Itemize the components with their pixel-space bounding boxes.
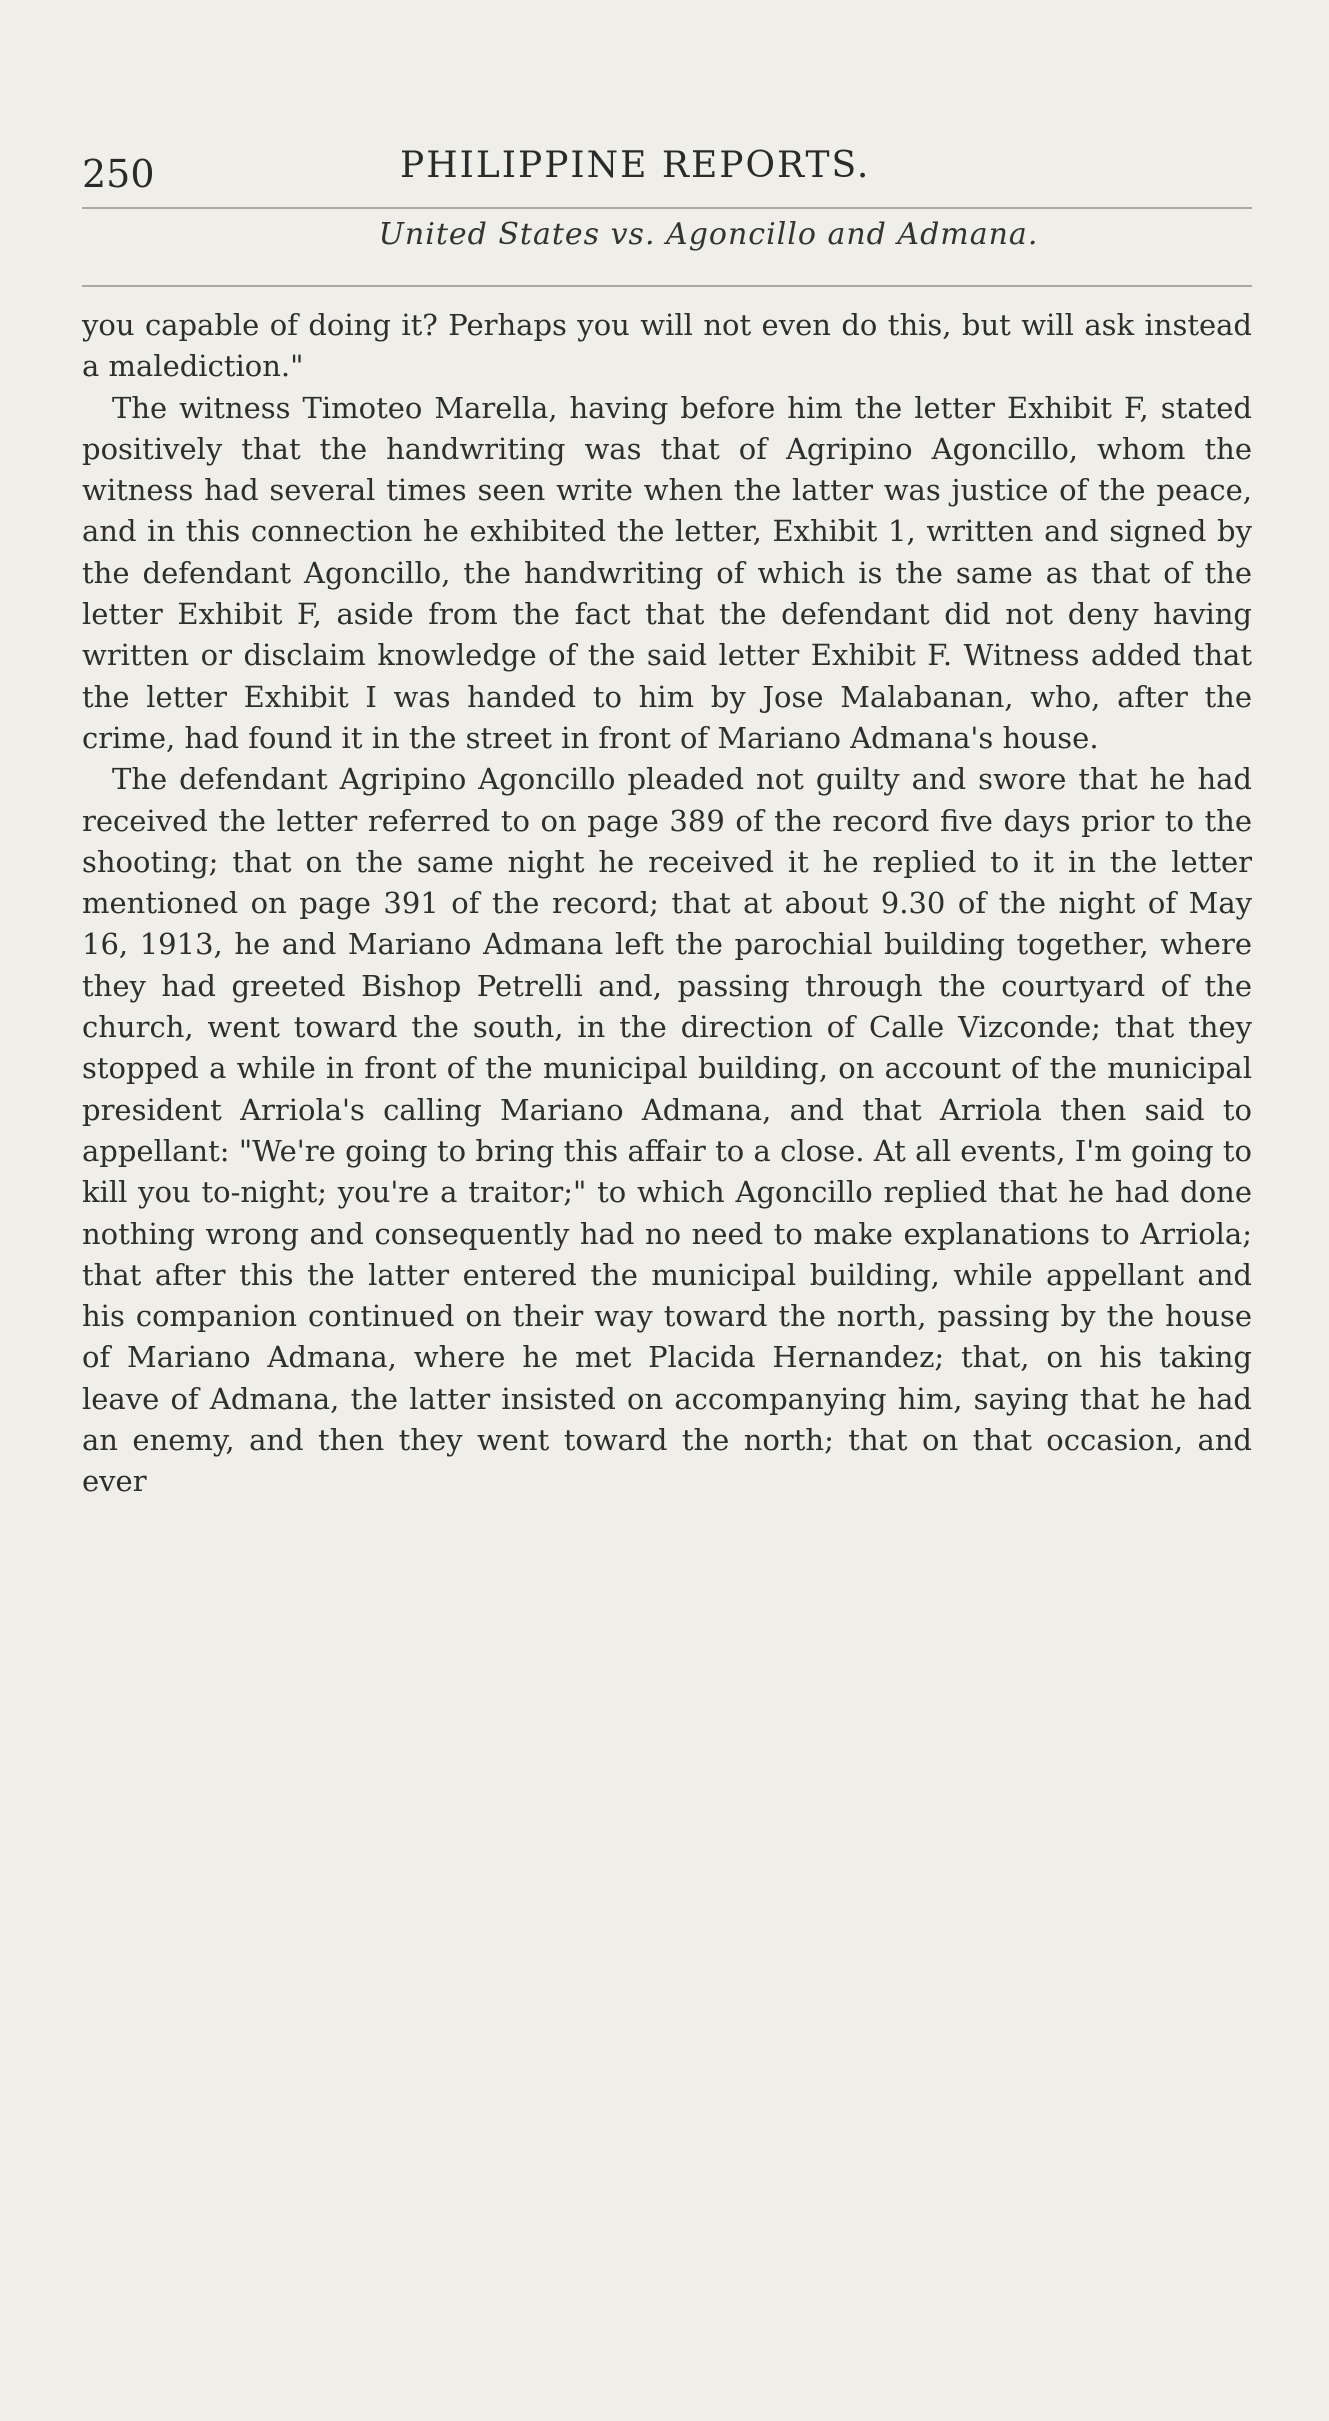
header-rule-top [82,207,1252,209]
case-title: United States vs. Agoncillo and Admana. [378,217,1039,252]
page-number: 250 [82,152,155,196]
paragraph-defendant-testimony: The defendant Agripino Agoncillo pleaded not guilty and swore that he had received the letter referred to on page 389 of the record five days prior to the shooting; that on the same night he received it he replied to it in the letter mentioned on page 391 of the record; that at about 9.30 of the night of May 16, 1913, he and Mariano Admana left the parochial building together, where they had greeted Bishop Petrelli and, passing through the courtyard of the church, went toward the south, in the direction of Calle Vizconde; that they stopped a while in front of the municipal building, on account of the municipal president Arriola's calling Mariano Admana, and that Arriola then said to appellant: "We're going to bring this affair to a close. At all events, I'm going to kill you to-night; you're a traitor;" to which Agoncillo replied that he had done nothing wrong and consequently had no need to make explanations to Arriola; that after this the latter entered the municipal building, while appellant and his companion continued on their way toward the north, passing by the house of Mariano Admana, where he met Placida Hernandez; that, on his taking leave of Admana, the latter insisted on accompanying him, saying that he had an enemy, and then they went toward the north; that on that occasion, and ever [82,762,1252,1499]
running-title: PHILIPPINE REPORTS. [400,145,871,186]
body-text [82,305,1252,1503]
header-rule-bottom [82,285,1252,287]
paragraph-witness-marella: The witness Timoteo Marella, having before him the letter Exhibit F, stated positively that the handwriting was that of Agripino Agoncillo, whom the witness had several times seen write when the latter was justice of the peace, and in this connection he exhibited the letter, Exhibit 1, written and signed by the defendant Agoncillo, the handwriting of which is the same as that of the letter Exhibit F, aside from the fact that the defendant did not deny having written or disclaim knowledge of the said letter Exhibit F. Witness added that the letter Exhibit I was handed to him by Jose Malabanan, who, after the crime, had found it in the street in front of Mariano Admana's house. [82,390,1252,755]
paragraph-continuation: you capable of doing it? Perhaps you will not even do this, but will ask instead a malediction." [82,308,1252,384]
case-title-wrapper [0,217,1329,252]
